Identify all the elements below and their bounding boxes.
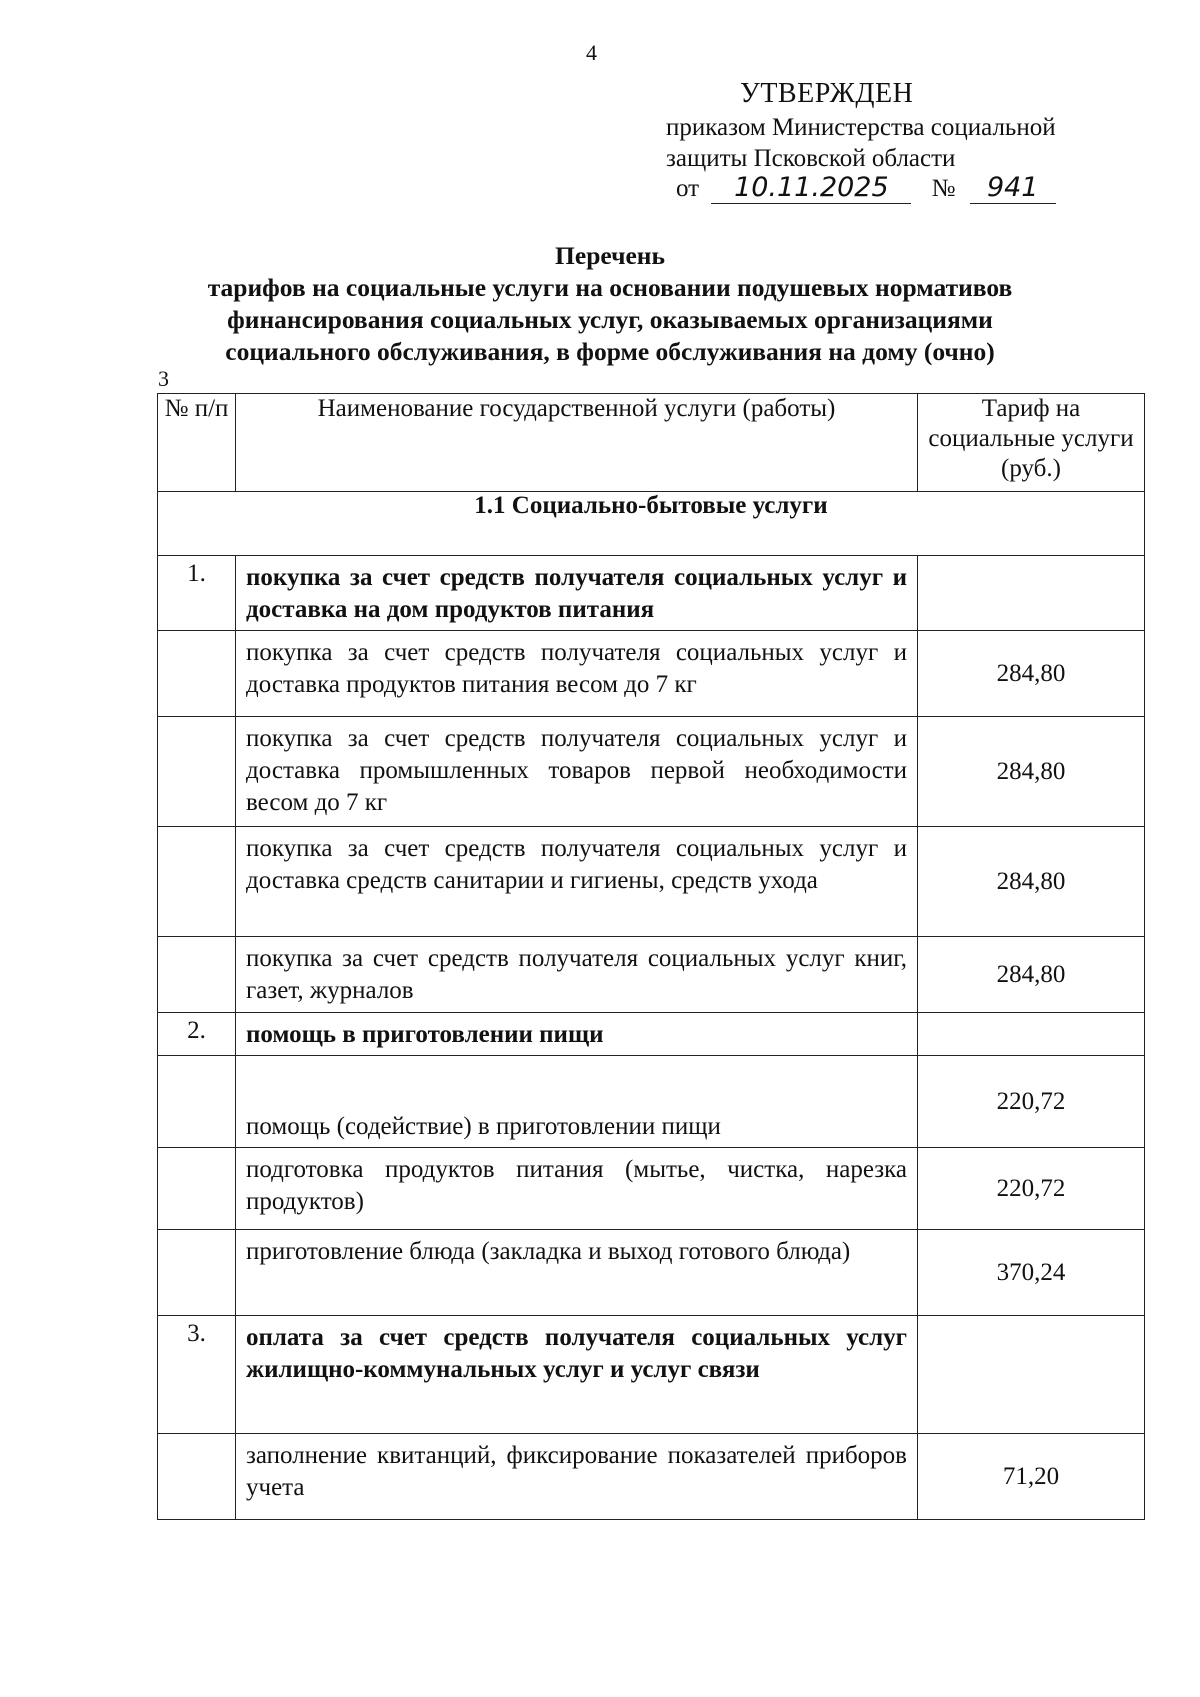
table-row <box>158 1316 1145 1434</box>
table-row <box>158 717 1145 827</box>
row-number <box>158 717 236 827</box>
service-name: покупка за счет средств получателя социальных услуг и доставка промышленных товаров первой необходимости весом до 7 кг <box>236 717 918 827</box>
handwritten-date: 10.11.2025 <box>711 172 911 204</box>
service-name: помощь в приготовлении пищи <box>236 1013 918 1056</box>
service-name: покупка за счет средств получателя социальных услуг и доставка продуктов питания весом до 7 кг <box>236 631 918 717</box>
row-number: 1. <box>158 556 236 631</box>
row-number <box>158 1434 236 1520</box>
approval-order <box>666 112 1056 174</box>
service-name: покупка за счет средств получателя социальных услуг и доставка средств санитарии и гигиены, средств ухода <box>236 827 918 937</box>
service-name: покупка за счет средств получателя социальных услуг книг, газет, журналов <box>236 937 918 1013</box>
page-number: 4 <box>586 40 597 65</box>
document-title: Перечень <box>555 241 665 270</box>
service-name: оплата за счет средств получателя социальных услуг жилищно-коммунальных услуг и услуг связи <box>236 1316 918 1434</box>
header-tariff: Тариф на социальные услуги (руб.) <box>918 394 1145 492</box>
table-row <box>158 631 1145 717</box>
margin-mark: 3 <box>158 366 169 391</box>
header-num: № п/п <box>158 394 236 492</box>
header-name: Наименование государственной услуги (работы) <box>236 394 918 492</box>
tariff-value: 284,80 <box>918 717 1145 827</box>
tariff-value: 284,80 <box>918 937 1145 1013</box>
service-name: помощь (содействие) в приготовлении пищи <box>236 1056 918 1148</box>
table-row <box>158 1013 1145 1056</box>
tariff-value <box>918 1013 1145 1056</box>
tariff-value: 284,80 <box>918 827 1145 937</box>
tariff-value: 370,24 <box>918 1230 1145 1316</box>
tariff-value: 284,80 <box>918 631 1145 717</box>
tariff-value <box>918 1316 1145 1434</box>
table-row <box>158 1056 1145 1148</box>
table-row <box>158 1148 1145 1230</box>
table-row <box>158 556 1145 631</box>
table-row <box>158 1434 1145 1520</box>
section-row <box>158 492 1145 556</box>
title-line-3: финансирования социальных услуг, оказываемых организациями <box>227 305 993 334</box>
approval-heading: УТВЕРЖДЕН <box>740 78 914 109</box>
tariff-value: 220,72 <box>918 1148 1145 1230</box>
table-row <box>158 1230 1145 1316</box>
table-body <box>158 556 1145 1520</box>
tariff-value <box>918 556 1145 631</box>
row-number: 3. <box>158 1316 236 1434</box>
table-header-row <box>158 394 1145 492</box>
service-name: подготовка продуктов питания (мытье, чистка, нарезка продуктов) <box>236 1148 918 1230</box>
service-name: заполнение квитанций, фиксирование показателей приборов учета <box>236 1434 918 1520</box>
title-line-2: тарифов на социальные услуги на основании подушевых нормативов <box>207 273 1013 302</box>
tariff-value: 71,20 <box>918 1434 1145 1520</box>
row-number <box>158 1148 236 1230</box>
title-line-4: социального обслуживания, в форме обслуживания на дому (очно) <box>225 337 995 366</box>
table-row <box>158 827 1145 937</box>
handwritten-number: 941 <box>970 172 1056 204</box>
order-line-1: приказом Министерства социальной <box>666 114 1056 141</box>
section-title: 1.1 Социально-бытовые услуги <box>158 492 1145 556</box>
row-number <box>158 1056 236 1148</box>
row-number <box>158 631 236 717</box>
date-prefix: от <box>676 175 700 202</box>
table-row <box>158 937 1145 1013</box>
tariff-value: 220,72 <box>918 1056 1145 1148</box>
service-name: приготовление блюда (закладка и выход готового блюда) <box>236 1230 918 1316</box>
number-prefix: № <box>931 175 956 202</box>
row-number <box>158 827 236 937</box>
service-name: покупка за счет средств получателя социальных услуг и доставка на дом продуктов питания <box>236 556 918 631</box>
row-number: 2. <box>158 1013 236 1056</box>
row-number <box>158 937 236 1013</box>
row-number <box>158 1230 236 1316</box>
order-line-2: защиты Псковской области <box>666 145 956 172</box>
tariff-table <box>157 393 1145 1520</box>
approval-date-line <box>676 172 1056 204</box>
